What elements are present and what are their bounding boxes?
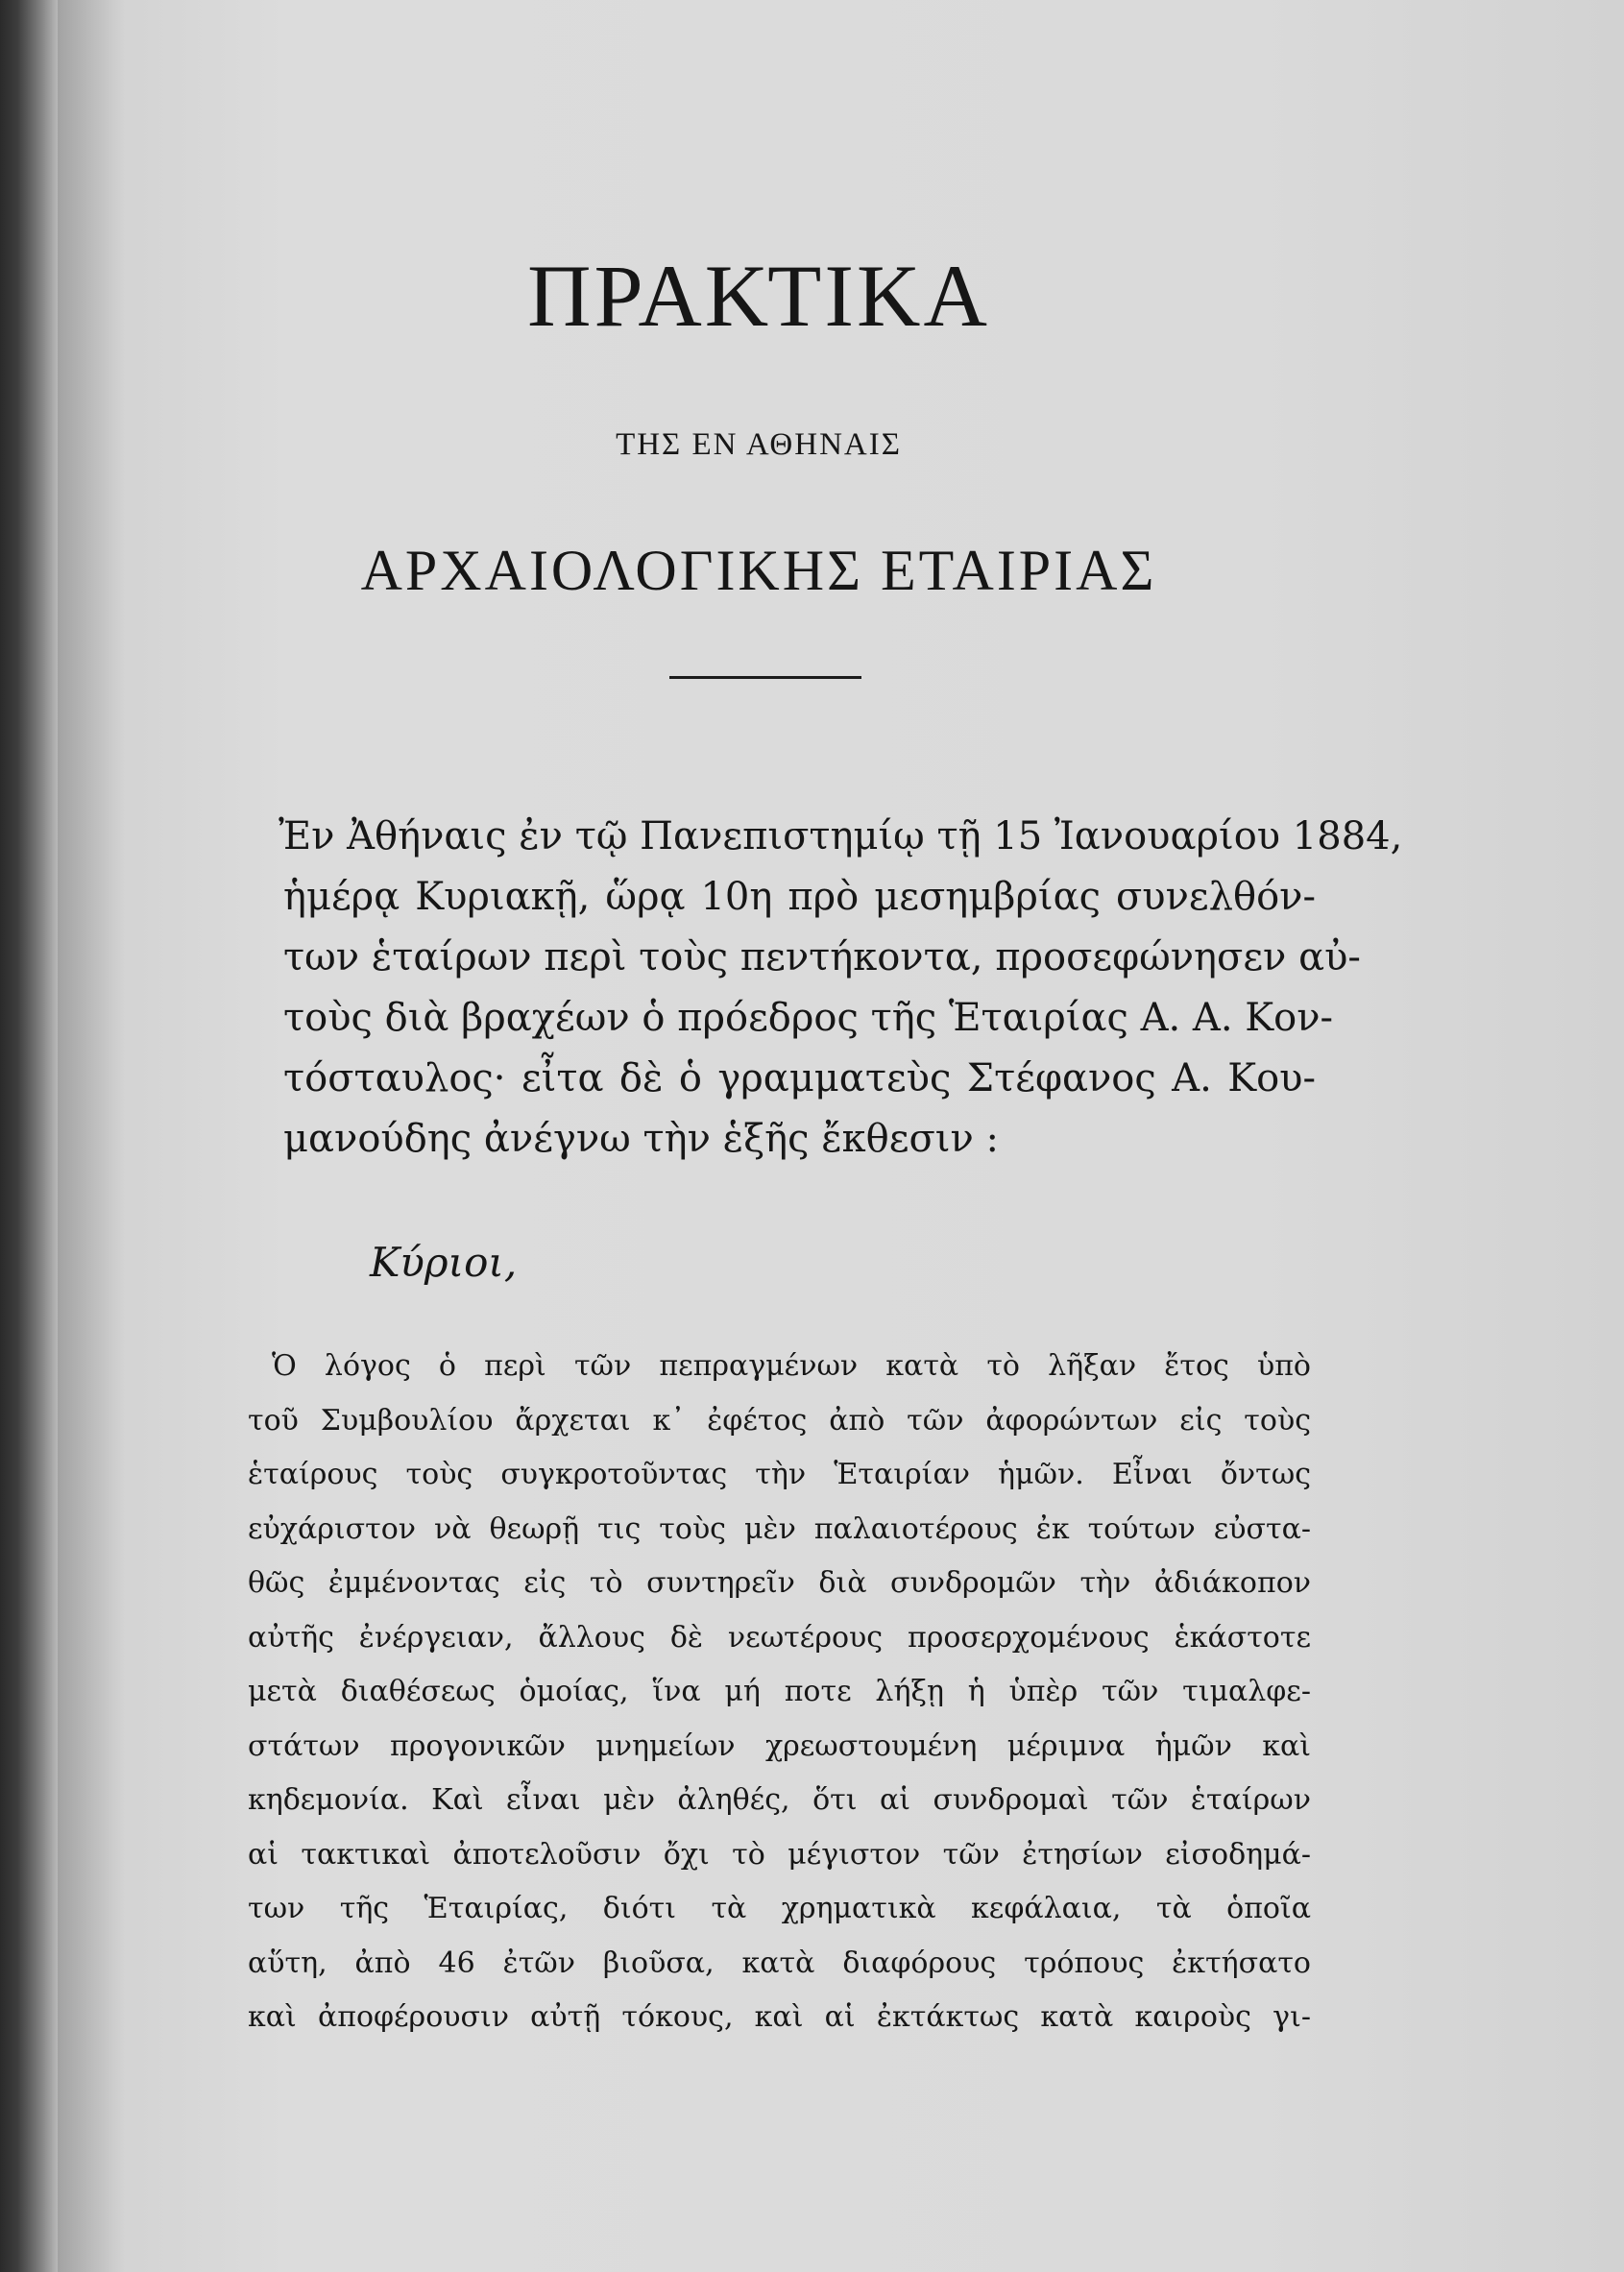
body-line: στάτων προγονικῶν μνημείων χρεωστουμένη μέριμνα ἡμῶν καὶ	[248, 1728, 1311, 1763]
intro-paragraph	[279, 807, 1403, 1170]
body-line: αἱ τακτικαὶ ἀποτελοῦσιν ὄχι τὸ μέγιστον τῶν ἐτησίων εἰσοδημά-	[248, 1837, 1311, 1872]
salutation: Κύριοι,	[370, 1239, 518, 1286]
intro-line: μανούδης ἀνέγνω τὴν ἑξῆς ἔκθεσιν :	[283, 1117, 999, 1161]
body-line: εὐχάριστον νὰ θεωρῇ τις τοὺς μὲν παλαιοτέρους ἐκ τούτων εὐστα-	[248, 1511, 1311, 1546]
body-line: καὶ ἀποφέρουσιν αὐτῇ τόκους, καὶ αἱ ἐκτάκτως κατὰ καιροὺς γι-	[248, 2000, 1311, 2034]
body-line: Ὁ λόγος ὁ περὶ τῶν πεπραγμένων κατὰ τὸ λῆξαν ἔτος ὑπὸ	[272, 1349, 1311, 1383]
intro-line: των ἑταίρων περὶ τοὺς πεντήκοντα, προσεφώνησεν αὐ-	[283, 935, 1361, 979]
title-rule	[669, 676, 861, 679]
body-line: θῶς ἐμμένοντας εἰς τὸ συντηρεῖν διὰ συνδρομῶν τὴν ἀδιάκοπον	[248, 1566, 1311, 1600]
body-line: κηδεμονία. Καὶ εἶναι μὲν ἀληθές, ὅτι αἱ συνδρομαὶ τῶν ἑταίρων	[248, 1783, 1311, 1817]
body-line: αὐτῆς ἐνέργειαν, ἄλλους δὲ νεωτέρους προσερχομένους ἑκάστοτε	[248, 1620, 1311, 1655]
society-name: ΑΡΧΑΙΟΛΟΓΙΚΗΣ ΕΤΑΙΡΙΑΣ	[360, 539, 1157, 602]
body-line: των τῆς Ἑταιρίας, διότι τὰ χρηματικὰ κεφάλαια, τὰ ὁποῖα	[248, 1892, 1311, 1925]
intro-line: τόσταυλος· εἶτα δὲ ὁ γραμματεὺς Στέφανος Α. Κου-	[283, 1056, 1316, 1100]
body-paragraph	[248, 1340, 1311, 2045]
intro-line: Ἐν Ἀθήναις ἐν τῷ Πανεπιστημίῳ τῇ 15 Ἰανουαρίου 1884,	[279, 814, 1403, 858]
body-line: αὕτη, ἀπὸ 46 ἐτῶν βιοῦσα, κατὰ διαφόρους τρόπους ἐκτήσατο	[248, 1946, 1311, 1980]
page-subtitle: ΤΗΣ ΕΝ ΑΘΗΝΑΙΣ	[616, 427, 902, 462]
body-line: τοῦ Συμβουλίου ἄρχεται κ᾿ ἐφέτος ἀπὸ τῶν ἀφορώντων εἰς τοὺς	[248, 1403, 1311, 1438]
intro-line: τοὺς διὰ βραχέων ὁ πρόεδρος τῆς Ἑταιρίας Α. Α. Κον-	[283, 996, 1334, 1040]
page-title: ΠΡΑΚΤΙΚΑ	[527, 247, 990, 345]
body-line: ἑταίρους τοὺς συγκροτοῦντας τὴν Ἑταιρίαν ἡμῶν. Εἶναι ὄντως	[248, 1458, 1311, 1491]
body-line: μετὰ διαθέσεως ὁμοίας, ἵνα μή ποτε λήξῃ ἡ ὑπὲρ τῶν τιμαλφε-	[248, 1675, 1311, 1708]
intro-line: ἡμέρᾳ Κυριακῇ, ὥρᾳ 10η πρὸ μεσημβρίας συνελθόν-	[283, 875, 1316, 919]
